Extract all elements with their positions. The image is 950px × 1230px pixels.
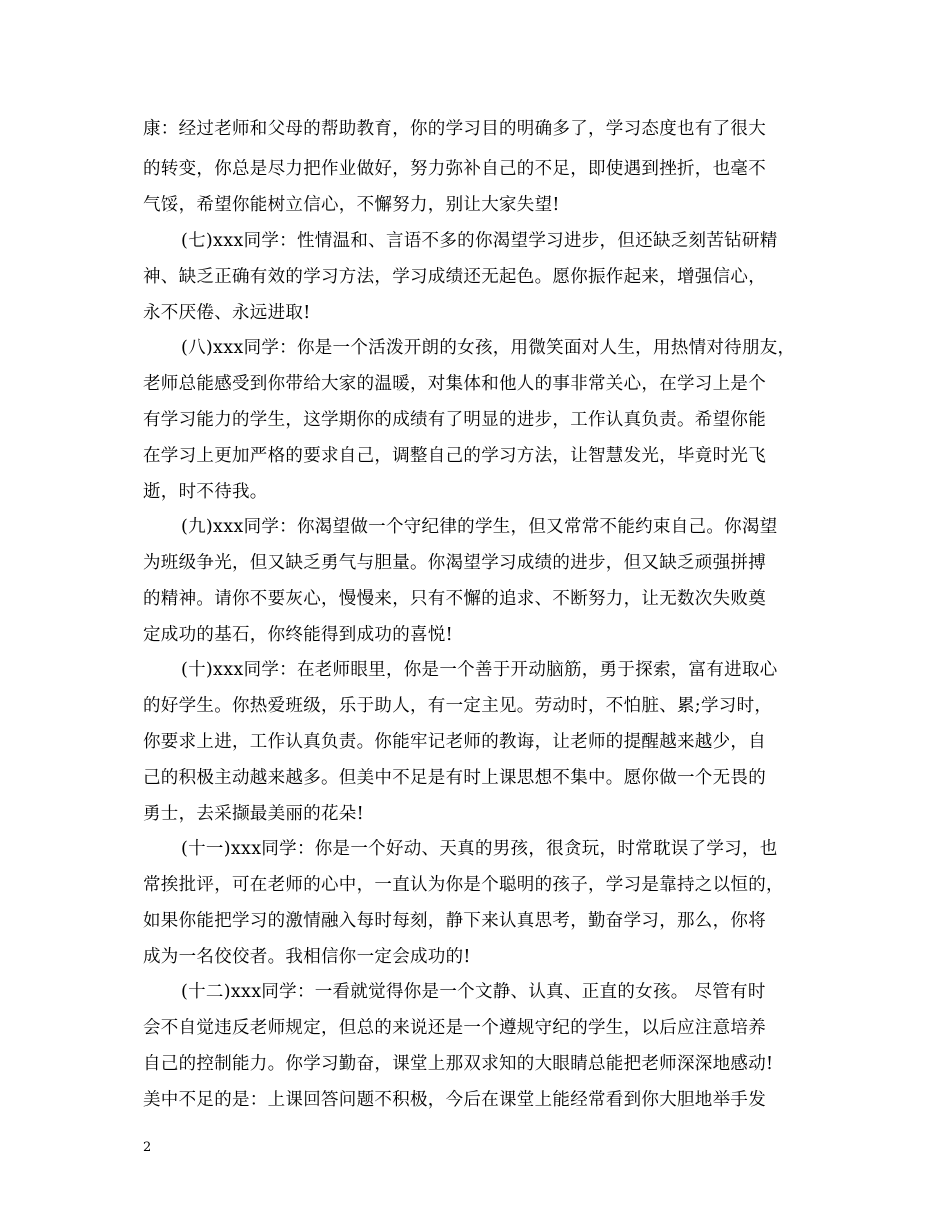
text-line: 在学习上更加严格的要求自己，调整自己的学习方法，让智慧发光，毕竟时光飞 <box>143 446 766 466</box>
text-line: 的好学生。你热爱班级，乐于助人，有一定主见。劳动时，不怕脏、累;学习时， <box>143 696 773 716</box>
text-line: 你要求上进，工作认真负责。你能牢记老师的教诲，让老师的提醒越来越少，自 <box>143 732 766 752</box>
text-line: 成为一名佼佼者。我相信你一定会成功的! <box>143 947 471 967</box>
page-number: 2 <box>143 1140 152 1155</box>
text-line: 康：经过老师和父母的帮助教育，你的学习目的明确多了，学习态度也有了很大 <box>143 119 766 139</box>
text-line: 定成功的基石，你终能得到成功的喜悦! <box>143 625 453 645</box>
text-line: 气馁，希望你能树立信心，不懈努力，别让大家失望! <box>143 195 560 215</box>
text-line: 常挨批评，可在老师的心中，一直认为你是个聪明的孩子，学习是靠持之以恒的， <box>143 875 784 895</box>
text-line: 己的积极主动越来越多。但美中不足是有时上课思想不集中。愿你做一个无畏的 <box>143 768 766 788</box>
text-line: 的精神。请你不要灰心，慢慢来，只有不懈的追求、不断努力，让无数次失败奠 <box>143 589 766 609</box>
text-line: 美中不足的是：上课回答问题不积极，今后在课堂上能经常看到你大胆地举手发 <box>143 1090 766 1110</box>
paragraph-start-line: (七)xxx同学：性情温和、言语不多的你渴望学习进步，但还缺乏刻苦钻研精 <box>181 231 778 251</box>
text-line: 自己的控制能力。你学习勤奋，课堂上那双求知的大眼睛总能把老师深深地感动! <box>143 1054 774 1074</box>
text-line: 永不厌倦、永远进取! <box>143 303 311 323</box>
text-line: 逝，时不待我。 <box>143 482 268 502</box>
paragraph-start-line: (十)xxx同学：在老师眼里，你是一个善于开动脑筋，勇于探索，富有进取心 <box>181 660 778 680</box>
text-line: 为班级争光，但又缺乏勇气与胆量。你渴望学习成绩的进步，但又缺乏顽强拼搏 <box>143 553 766 573</box>
paragraph-start-line: (十二)xxx同学：一看就觉得你是一个文静、认真、正直的女孩。 尽管有时 <box>181 982 766 1002</box>
text-line: 的转变，你总是尽力把作业做好，努力弥补自己的不足，即使遇到挫折，也毫不 <box>143 159 766 179</box>
paragraph-start-line: (八)xxx同学：你是一个活泼开朗的女孩，用微笑面对人生，用热情对待朋友， <box>181 338 796 358</box>
paragraph-start-line: (十一)xxx同学：你是一个好动、天真的男孩，很贪玩，时常耽误了学习，也 <box>181 839 778 859</box>
text-line: 老师总能感受到你带给大家的温暖，对集体和他人的事非常关心，在学习上是个 <box>143 374 766 394</box>
paragraph-start-line: (九)xxx同学：你渴望做一个守纪律的学生，但又常常不能约束自己。你渴望 <box>181 517 778 537</box>
text-line: 会不自觉违反老师规定，但总的来说还是一个遵规守纪的学生，以后应注意培养 <box>143 1018 766 1038</box>
text-line: 神、缺乏正确有效的学习方法，学习成绩还无起色。愿你振作起来，增强信心， <box>143 267 766 287</box>
text-line: 如果你能把学习的激情融入每时每刻，静下来认真思考，勤奋学习，那么，你将 <box>143 911 766 931</box>
text-line: 有学习能力的学生，这学期你的成绩有了明显的进步，工作认真负责。希望你能 <box>143 410 766 430</box>
text-line: 勇士，去采撷最美丽的花朵! <box>143 804 364 824</box>
